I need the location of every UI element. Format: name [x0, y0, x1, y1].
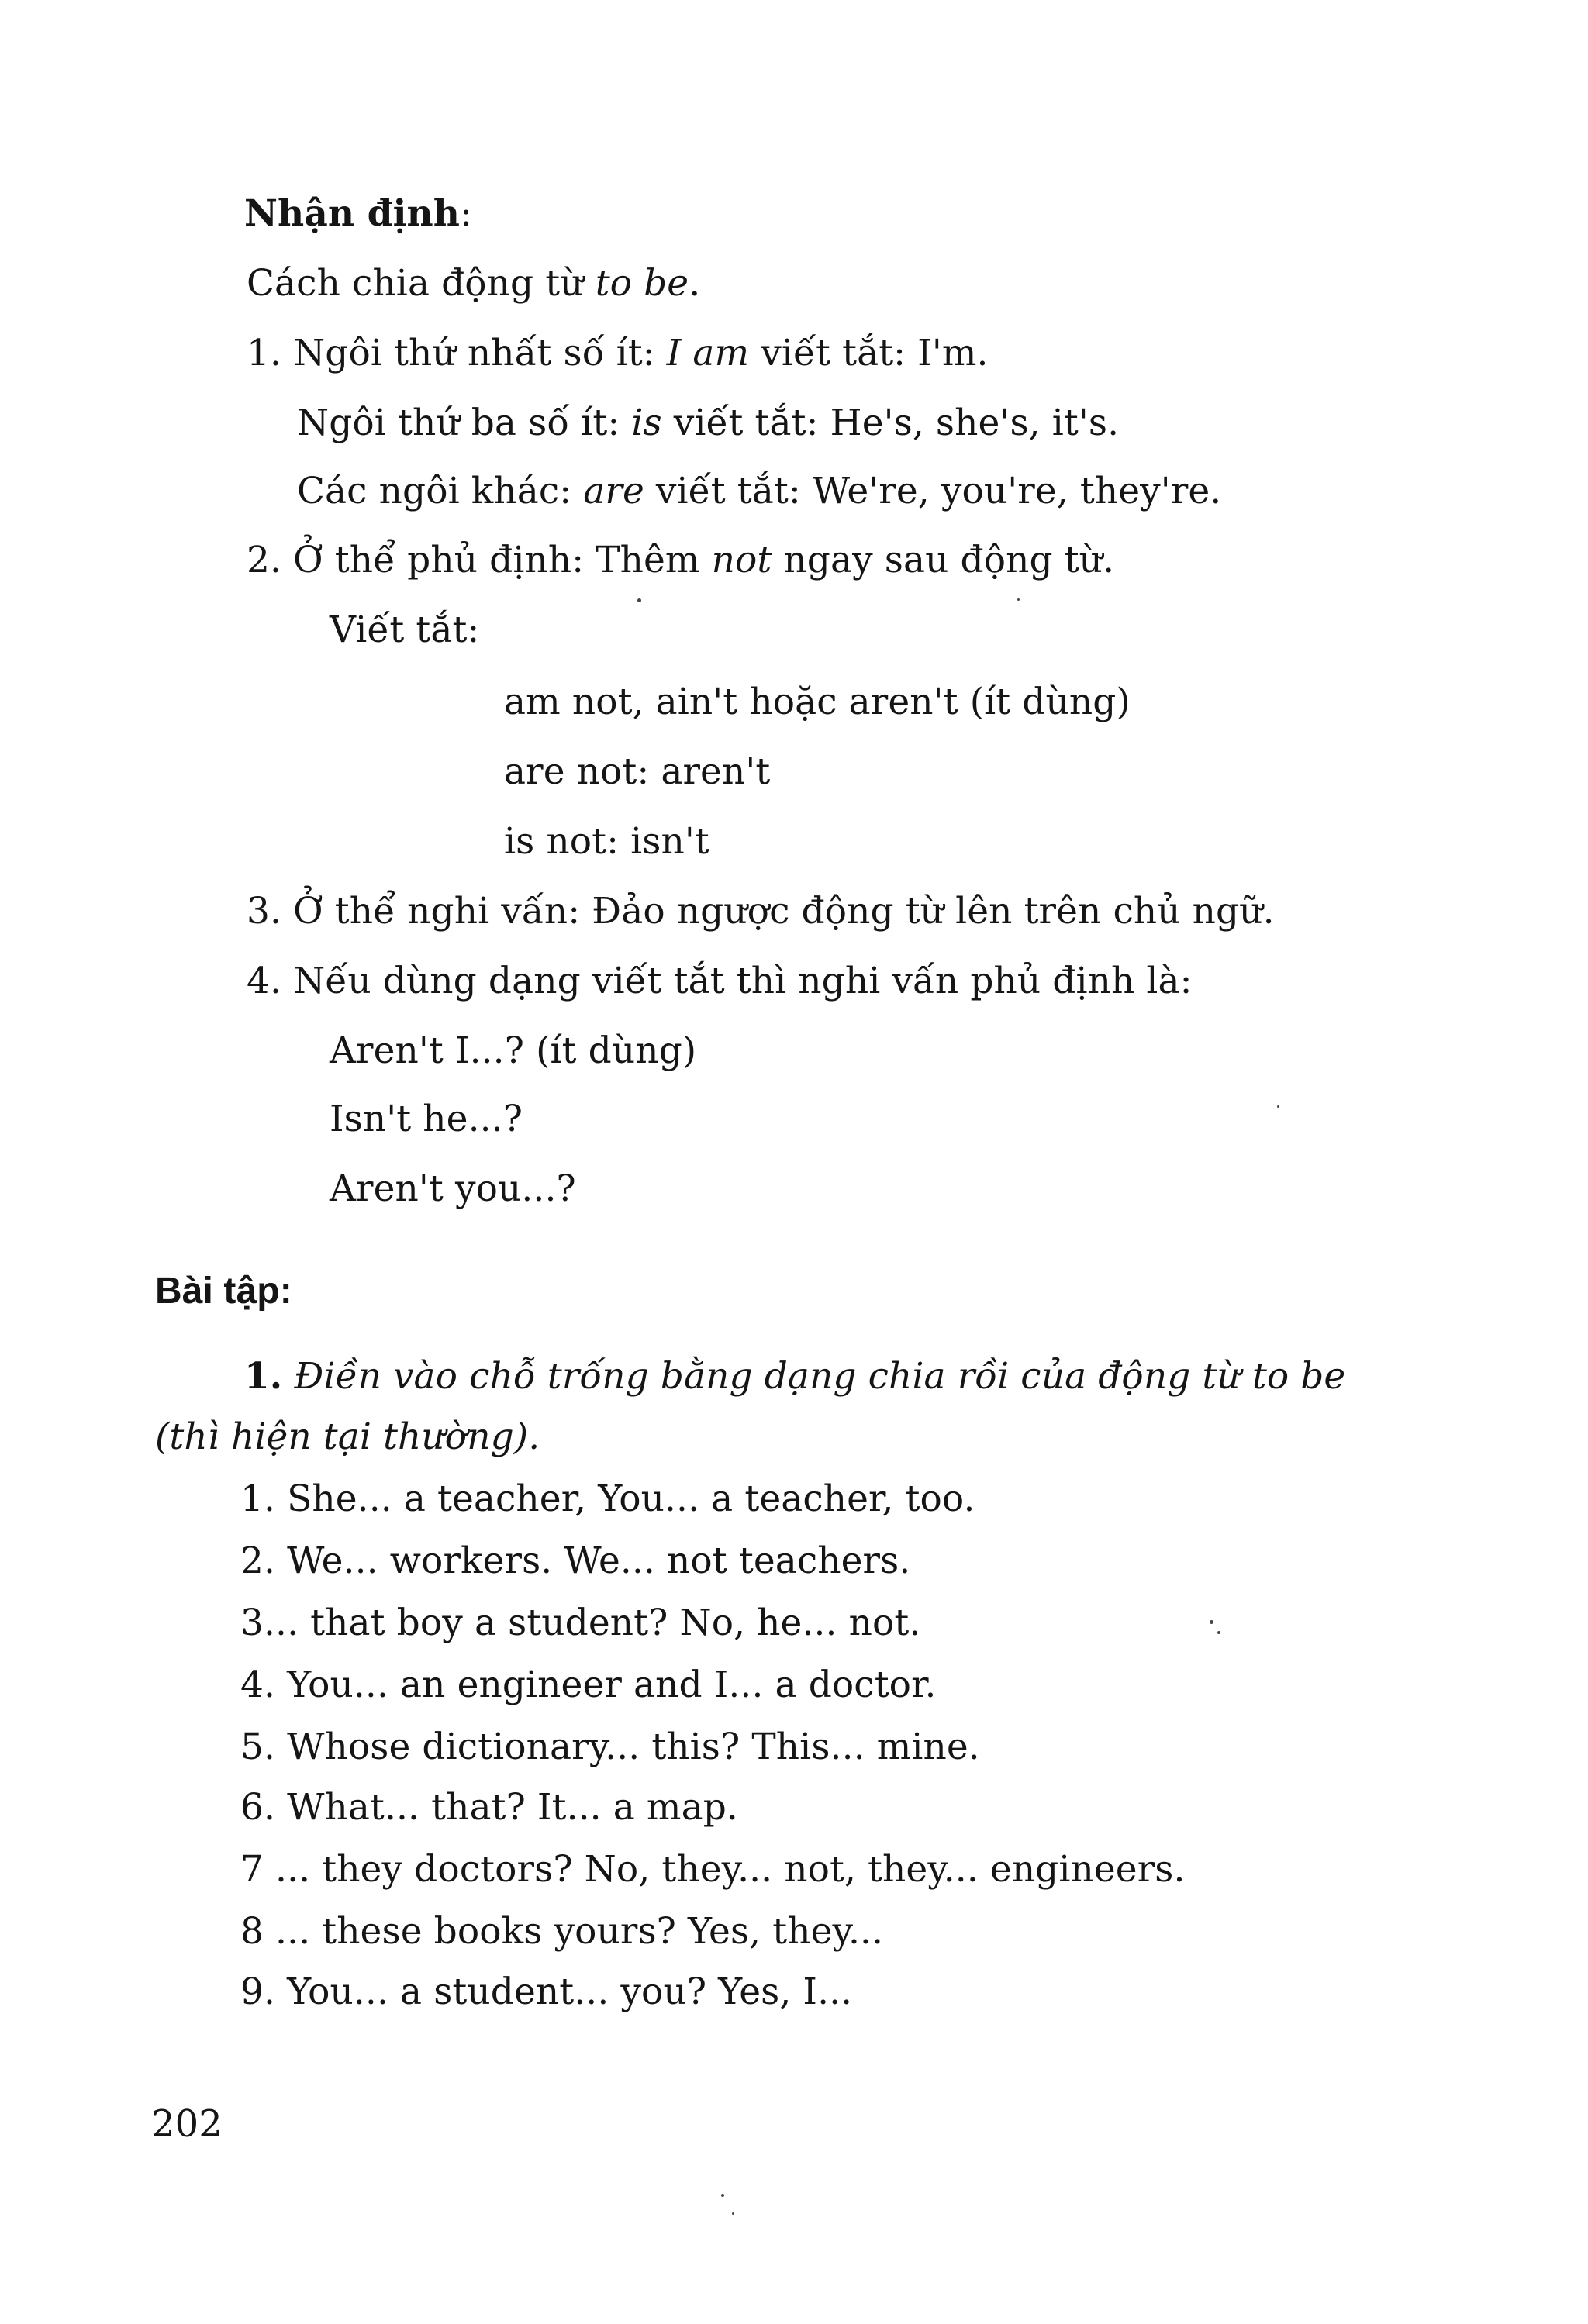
notes-intro-em: to be: [595, 262, 689, 305]
notes-intro: [247, 264, 700, 304]
rule1-line3: [297, 471, 1221, 512]
rule2-form: is not: isn't: [504, 820, 709, 863]
exercise-item: 4. You... an engineer and I... a doctor.: [240, 1664, 937, 1706]
exercise-item: 3... that boy a student? No, he... not.: [240, 1602, 921, 1644]
rule1-line1-pre: 1. Ngôi thứ nhất số ít:: [247, 332, 667, 374]
rule4-example: Isn't he...?: [330, 1098, 523, 1140]
rule1-line1-post: viết tắt: I'm.: [749, 332, 989, 374]
rule2-form: are not: aren't: [504, 750, 771, 793]
exercise-item: 2. We... workers. We... not teachers.: [240, 1540, 911, 1582]
exercise-task-number: 1.: [244, 1355, 283, 1398]
rule1-line3-post: viết tắt: We're, you're, they're.: [644, 470, 1222, 512]
rule1-line2: [297, 403, 1119, 443]
rule4-example: Aren't you...?: [330, 1167, 576, 1210]
scan-speck: [1217, 1631, 1220, 1634]
rule1-line3-pre: Các ngôi khác:: [297, 470, 584, 512]
rule2-form: am not, ain't hoặc aren't (ít dùng): [504, 681, 1131, 723]
exercise-item: 1. She... a teacher, You... a teacher, too.: [240, 1477, 975, 1520]
exercise-task-line1: [244, 1357, 1345, 1397]
rule1-line2-post: viết tắt: He's, she's, it's.: [661, 402, 1120, 444]
notes-intro-post: .: [689, 262, 701, 305]
exercise-item: 9. You... a student... you? Yes, I...: [240, 1971, 853, 2013]
rule1-line1: [247, 333, 989, 374]
scan-speck: [637, 598, 641, 602]
scan-speck: [1210, 1620, 1213, 1624]
scan-speck: [732, 2212, 734, 2215]
notes-heading-text: Nhận định: [244, 192, 461, 235]
exercise-item: 5. Whose dictionary... this? This... mine.: [240, 1726, 980, 1768]
rule2-line: [247, 540, 1114, 581]
rule1-line3-em: are: [583, 470, 644, 512]
rule2-line-post: ngay sau động từ.: [772, 539, 1115, 581]
rule1-line2-em: is: [631, 402, 662, 444]
rule2-sub-label: Viết tắt:: [330, 609, 480, 651]
rule3-line: 3. Ở thể nghi vấn: Đảo ngược động từ lên trên chủ ngữ.: [247, 890, 1275, 933]
exercise-item: 8 ... these books yours? Yes, they...: [240, 1910, 884, 1953]
notes-intro-pre: Cách chia động từ: [247, 262, 596, 305]
exercise-item: 7 ... they doctors? No, they... not, they... engineers.: [240, 1848, 1186, 1891]
rule2-line-pre: 2. Ở thể phủ định: Thêm: [247, 539, 712, 581]
rule2-line-em: not: [711, 539, 772, 581]
scan-speck: [721, 2194, 724, 2197]
notes-heading-colon: :: [460, 192, 473, 235]
rule4-line: 4. Nếu dùng dạng viết tắt thì nghi vấn phủ định là:: [247, 960, 1193, 1002]
rule1-line2-pre: Ngôi thứ ba số ít:: [297, 402, 632, 444]
exercise-heading: Bài tập:: [155, 1271, 292, 1312]
rule1-line1-em: I am: [666, 332, 750, 374]
scan-speck: [1017, 598, 1020, 601]
exercise-task-line2: (thì hiện tại thường).: [155, 1415, 540, 1458]
scan-speck: [1277, 1105, 1279, 1108]
rule4-example: Aren't I...? (ít dùng): [330, 1029, 697, 1072]
notes-heading: [244, 194, 472, 234]
exercise-item: 6. What... that? It... a map.: [240, 1786, 738, 1829]
page-number: 202: [151, 2102, 223, 2146]
exercise-task-text: Điền vào chỗ trống bằng dạng chia rồi của động từ to be: [294, 1355, 1346, 1398]
